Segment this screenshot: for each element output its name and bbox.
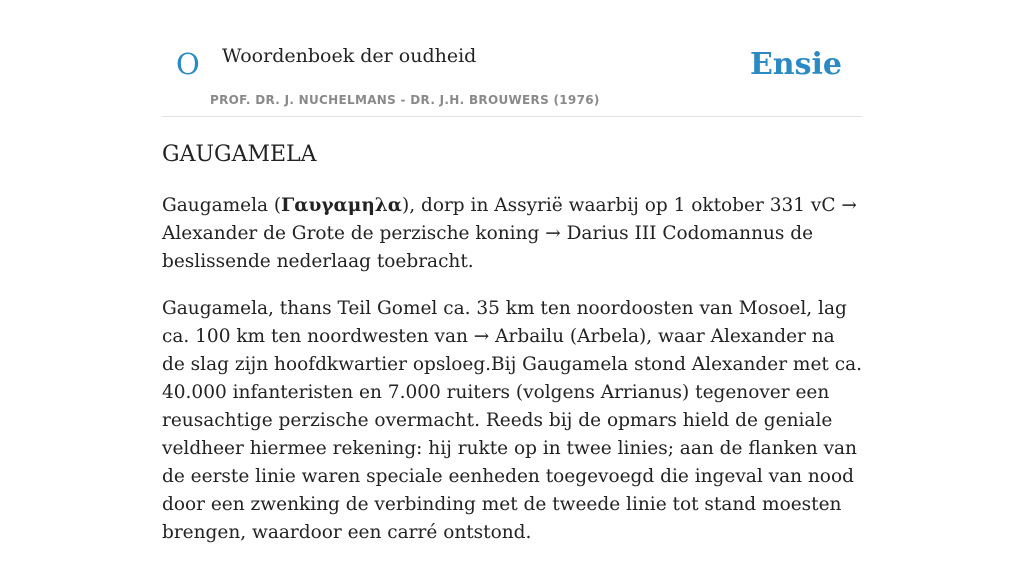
- paragraph-text: Gaugamela, thans Teil Gomel ca. 35 km ten noordoosten van Mosoel, lag ca. 100 km ten noordwesten van: [162, 298, 847, 347]
- entry-paragraph: [162, 192, 862, 276]
- paragraph-text: Darius III Codomannus de beslissende nederlaag toebracht.: [162, 223, 814, 272]
- paragraph-text: ), dorp in Assyrië waarbij op 1 oktober 331 vC: [402, 195, 842, 216]
- cross-reference-arrow[interactable]: →: [841, 195, 857, 216]
- paragraph-text: Arbailu (Arbela), waar Alexander na de slag zijn hoofdkwartier opsloeg.Bij Gaugamela stond Alexander met ca. 40.000 infanteristen en 7.000 ruiters (volgens Arrianus) tegenover een reusachtige perzische overmacht. Reeds bij de opmars hield de geniale veldheer hiermee rekening: hij rukte op in twee linies; aan de flanken van de eerste linie waren speciale eenheden toegevoegd die ingeval van nood door een zwenking de verbinding met de tweede linie tot stand moesten brengen, waardoor een carré ontstond.: [162, 326, 862, 543]
- entry-content: [162, 138, 862, 566]
- entry-paragraph: [162, 295, 862, 547]
- paragraph-text: Alexander de Grote de perzische koning: [162, 223, 546, 244]
- book-authors: PROF. DR. J. NUCHELMANS - DR. J.H. BROUWERS (1976): [210, 93, 600, 107]
- book-title-link[interactable]: Woordenboek der oudheid: [222, 45, 477, 67]
- ensie-logo[interactable]: Ensie: [749, 47, 842, 82]
- greek-term: Γαυγαμηλα: [281, 195, 402, 216]
- cross-reference-arrow[interactable]: →: [545, 223, 561, 244]
- paragraph-text: Gaugamela (: [162, 195, 282, 216]
- header: [162, 0, 862, 117]
- letter-index-link[interactable]: O: [176, 47, 200, 81]
- cross-reference-arrow[interactable]: →: [473, 326, 490, 347]
- entry-title: GAUGAMELA: [162, 142, 317, 167]
